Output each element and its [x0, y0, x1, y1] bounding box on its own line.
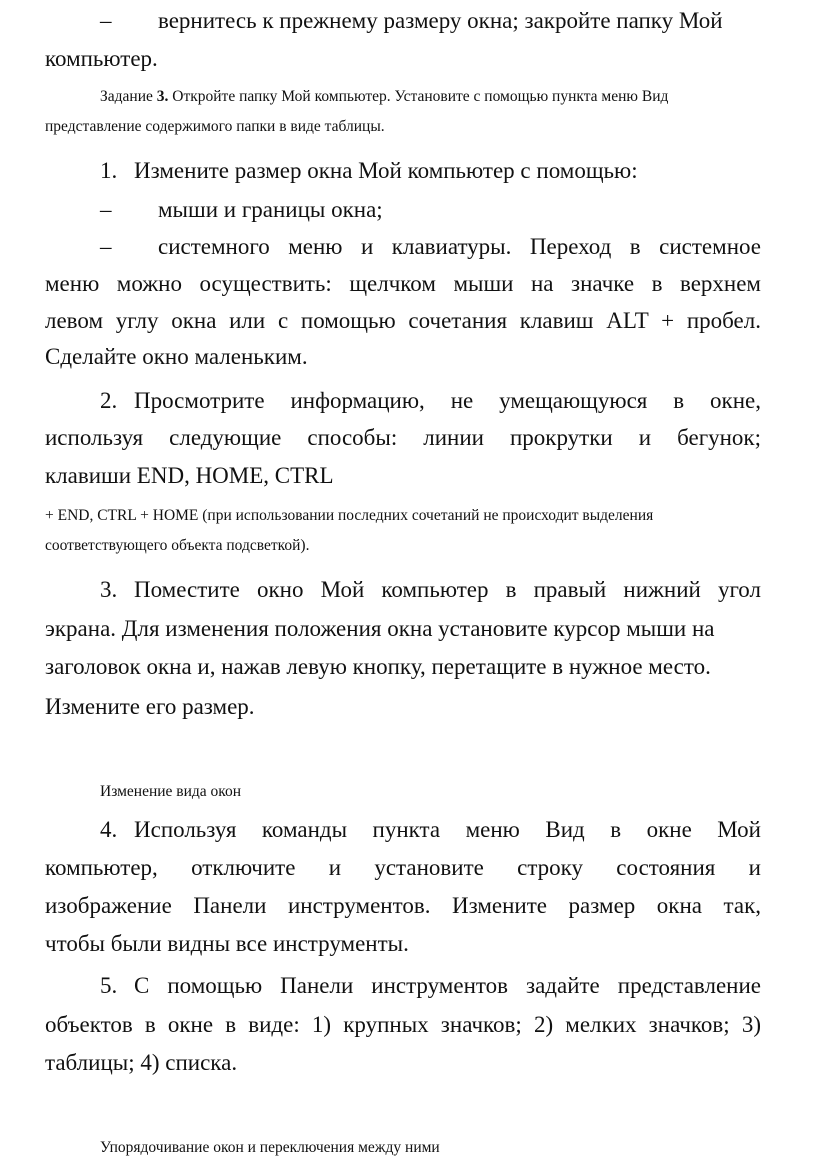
text-line: Сделайте окно маленьким.	[45, 344, 308, 369]
item-text: Просмотрите информацию, не умещающуюся в окне,	[134, 388, 761, 413]
task-label: Задание	[100, 88, 157, 105]
item-text: Поместите окно Мой компьютер в правый нижний угол	[134, 577, 761, 602]
task-3-line2: представление содержимого папки в виде таблицы.	[45, 118, 385, 135]
item-number: 3.	[100, 577, 118, 602]
text-line: клавиши END, HOME, CTRL	[45, 463, 334, 488]
item-number: 4.	[100, 817, 118, 842]
task-text: Откройте папку Мой компьютер. Установите с помощью пункта меню Вид	[168, 88, 669, 105]
item-number: 5.	[100, 973, 118, 998]
text-line: таблицы; 4) списка.	[45, 1050, 238, 1075]
text-line: Измените его размер.	[45, 694, 255, 719]
item-text: Измените размер окна Мой компьютер с помощью:	[134, 158, 638, 183]
dash-marker: –	[100, 234, 112, 259]
text-line: объектов в окне в виде: 1) крупных значков; 2) мелких значков; 3)	[45, 1012, 761, 1037]
dash-item-text: вернитесь к прежнему размеру окна; закройте папку Мой	[158, 8, 723, 33]
dash-item-restore	[100, 6, 761, 36]
item-text: Используя команды пункта меню Вид в окне Мой	[134, 817, 761, 842]
list-item-2	[100, 386, 761, 416]
dash-marker: –	[100, 8, 112, 33]
text-line: меню можно осуществить: щелчком мыши на значке в верхнем	[45, 271, 761, 296]
section-heading-view: Изменение вида окон	[100, 783, 242, 800]
text-line: изображение Панели инструментов. Измените размер окна так,	[45, 893, 761, 918]
item-number: 2.	[100, 388, 118, 413]
item-text: С помощью Панели инструментов задайте представление	[134, 973, 761, 998]
dash-marker: –	[100, 197, 112, 222]
section-heading-order: Упорядочивание окон и переключения между ними	[100, 1139, 440, 1156]
task-number: 3.	[156, 88, 169, 105]
dash-item-text: мыши и границы окна;	[158, 197, 383, 222]
dash-item-mouse	[100, 195, 761, 225]
small-text-line: соответствующего объекта подсветкой).	[45, 537, 310, 554]
text-line: заголовок окна и, нажав левую кнопку, перетащите в нужное место.	[45, 654, 711, 679]
small-text-line: + END, CTRL + HOME (при использовании последних сочетаний не происходит выделения	[45, 507, 654, 524]
dash-item-text: системного меню и клавиатуры. Переход в системное	[158, 234, 761, 259]
list-item-1	[100, 156, 761, 186]
text-line: экрана. Для изменения положения окна установите курсор мыши на	[45, 616, 715, 641]
dash-item-system-menu	[100, 232, 761, 262]
text-line: компьютер.	[45, 46, 158, 71]
list-item-4	[100, 815, 761, 845]
text-line: чтобы были видны все инструменты.	[45, 931, 409, 956]
item-number: 1.	[100, 158, 118, 183]
text-line: левом углу окна или с помощью сочетания клавиш ALT + пробел.	[45, 308, 761, 333]
list-item-5	[100, 971, 761, 1001]
text-line: компьютер, отключите и установите строку состояния и	[45, 855, 761, 880]
task-3-heading	[100, 86, 761, 108]
text-line: используя следующие способы: линии прокрутки и бегунок;	[45, 425, 761, 450]
list-item-3	[100, 575, 761, 605]
